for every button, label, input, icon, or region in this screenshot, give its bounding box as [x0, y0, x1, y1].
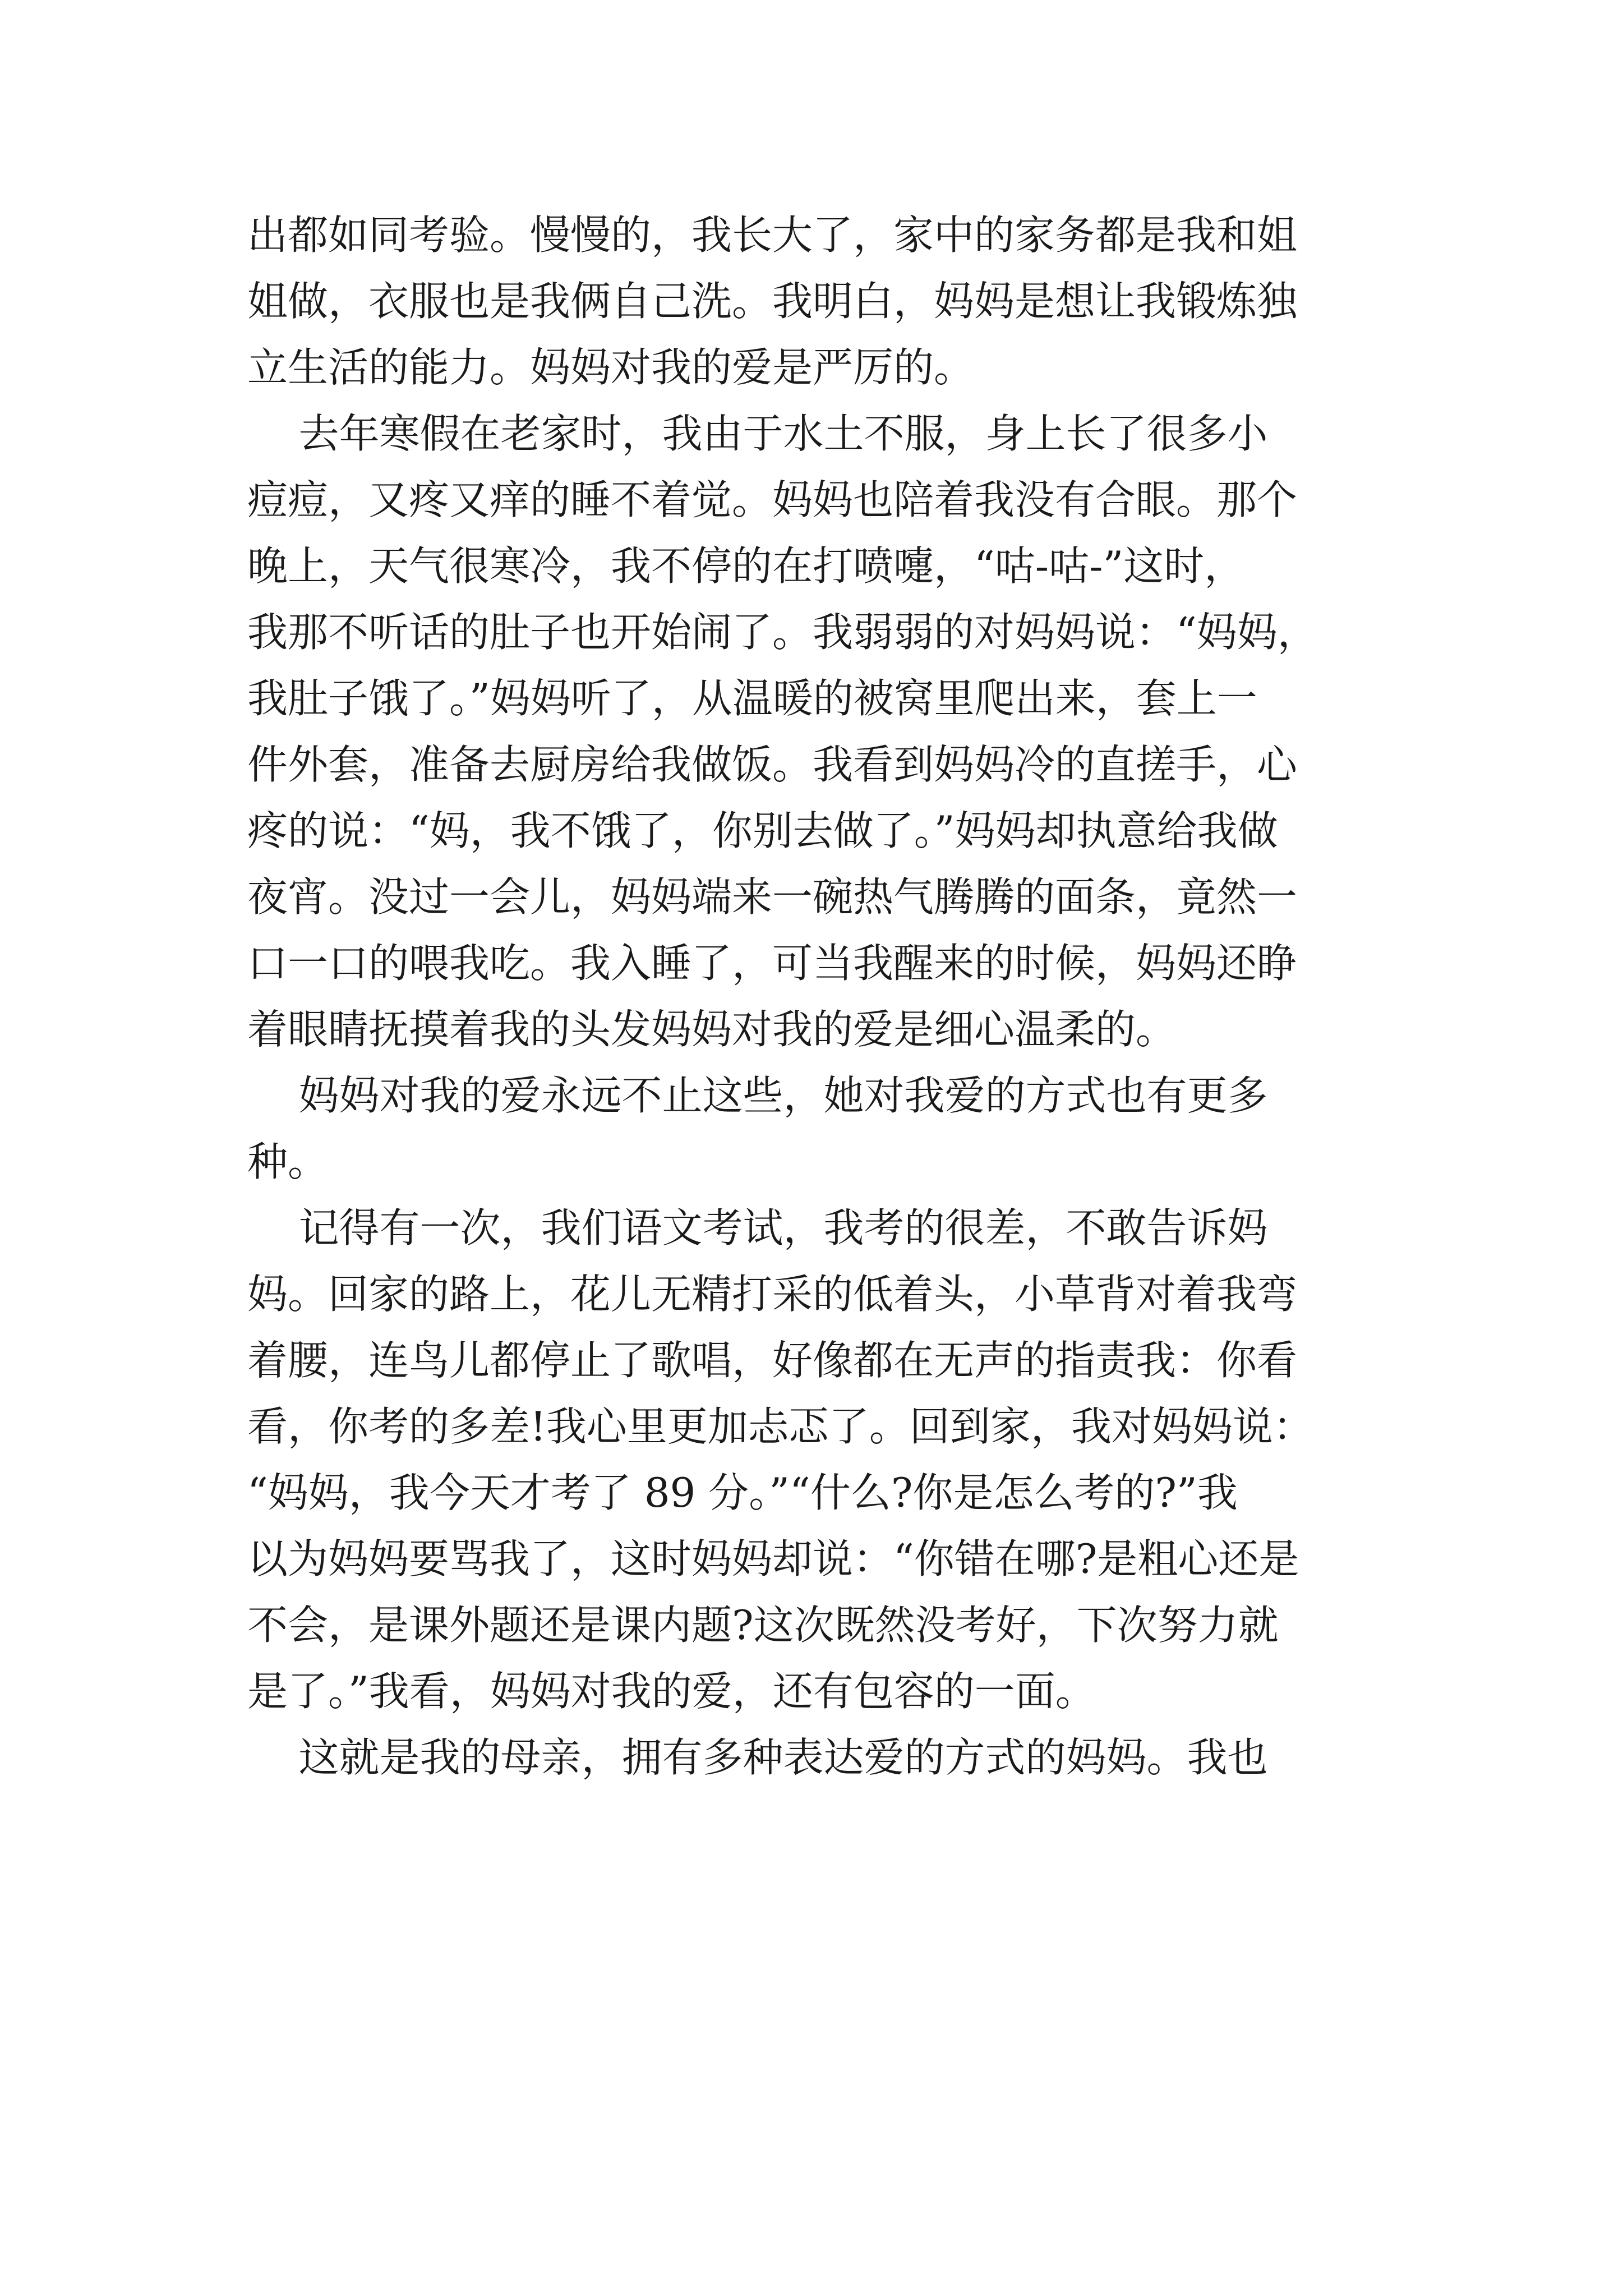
text-line: 妈妈对我的爱永远不止这些，她对我爱的方式也有更多 — [247, 1072, 1268, 1119]
text-line: 妈。回家的路上，花儿无精打采的低着头，小草背对着我弯 — [247, 1271, 1298, 1318]
text-line: 以为妈妈要骂我了，这时妈妈却说：“你错在哪?是粗心还是 — [247, 1535, 1299, 1582]
text-line: 着腰，连鸟儿都停止了歌唱，好像都在无声的指责我：你看 — [247, 1337, 1298, 1384]
text-line: 疼的说：“妈，我不饿了，你别去做了。”妈妈却执意给我做 — [247, 807, 1278, 854]
text-line: 件外套，准备去厨房给我做饭。我看到妈妈冷的直搓手，心 — [247, 741, 1298, 788]
text-line: 不会，是课外题还是课内题?这次既然没考好，下次努力就 — [247, 1602, 1279, 1649]
essay-body — [247, 202, 1414, 1791]
text-line: “妈妈，我今天才考了 89 分。”“什么?你是怎么考的?”我 — [247, 1469, 1238, 1516]
text-line: 痘痘，又疼又痒的睡不着觉。妈妈也陪着我没有合眼。那个 — [247, 476, 1298, 523]
text-line: 我那不听话的肚子也开始闹了。我弱弱的对妈妈说：“妈妈， — [247, 609, 1318, 656]
text-line: 出都如同考验。慢慢的，我长大了，家中的家务都是我和姐 — [247, 211, 1298, 259]
text-line: 种。 — [247, 1138, 329, 1185]
text-line: 去年寒假在老家时，我由于水土不服，身上长了很多小 — [247, 410, 1268, 457]
text-line: 记得有一次，我们语文考试，我考的很差，不敢告诉妈 — [247, 1204, 1268, 1251]
text-line: 这就是我的母亲，拥有多种表达爱的方式的妈妈。我也 — [247, 1734, 1268, 1781]
text-line: 是了。”我看，妈妈对我的爱，还有包容的一面。 — [247, 1668, 1096, 1715]
text-line: 姐做，衣服也是我俩自己洗。我明白，妈妈是想让我锻炼独 — [247, 278, 1298, 325]
text-line: 着眼睛抚摸着我的头发妈妈对我的爱是细心温柔的。 — [247, 1006, 1177, 1053]
text-line: 口一口的喂我吃。我入睡了，可当我醒来的时候，妈妈还睁 — [247, 940, 1298, 987]
text-line: 看，你考的多差!我心里更加忐忑了。回到家，我对妈妈说： — [247, 1403, 1313, 1450]
text-line: 晚上，天气很寒冷，我不停的在打喷嚏，“咕-咕-”这时， — [247, 542, 1245, 590]
text-line: 立生活的能力。妈妈对我的爱是严厉的。 — [247, 344, 975, 391]
text-line: 夜宵。没过一会儿，妈妈端来一碗热气腾腾的面条，竟然一 — [247, 873, 1298, 921]
text-line: 我肚子饿了。”妈妈听了，从温暖的被窝里爬出来，套上一 — [247, 675, 1257, 722]
